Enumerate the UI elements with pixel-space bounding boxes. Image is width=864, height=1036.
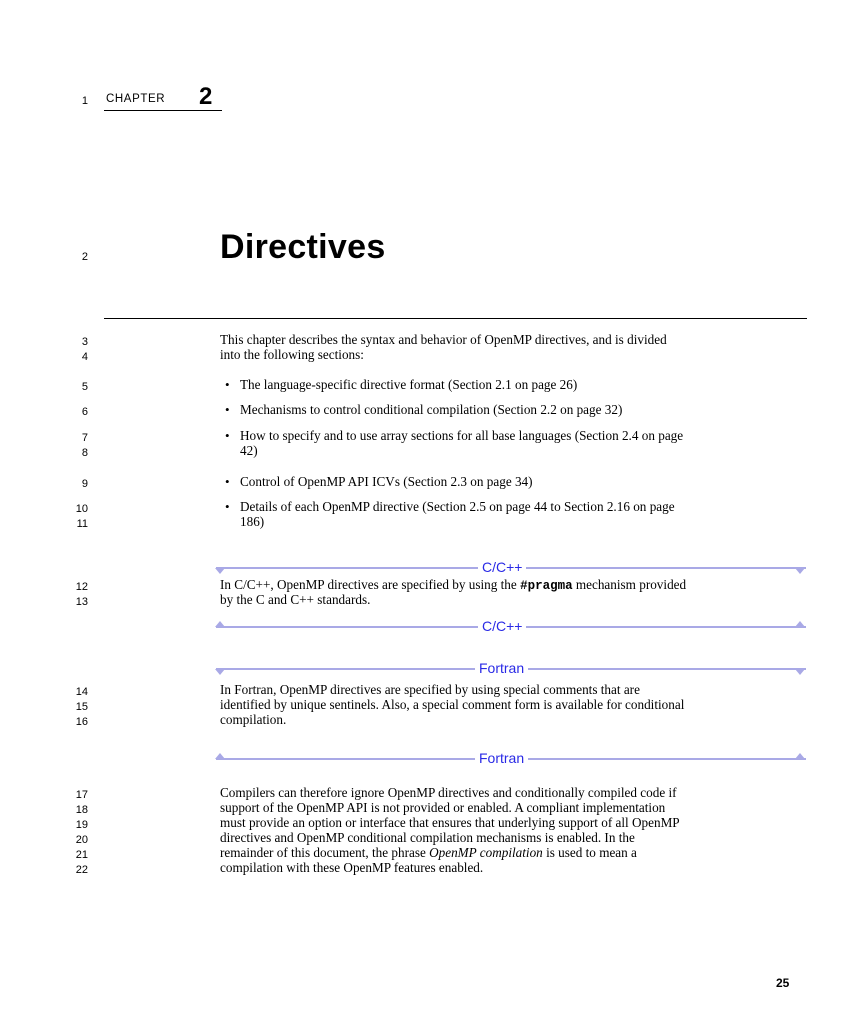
intro-line: This chapter describes the syntax and behavior of OpenMP directives, and is divided [220, 332, 667, 347]
line-number: 3 [81, 336, 88, 348]
line-number: 2 [81, 251, 88, 263]
up-arrow-icon [215, 753, 225, 759]
line-number: 17 [75, 789, 88, 801]
line-number: 10 [75, 503, 88, 515]
intro-line: into the following sections: [220, 347, 364, 362]
chapter-number: 2 [199, 83, 213, 110]
bullet-marker: • [225, 428, 230, 443]
bullet-text: Control of OpenMP API ICVs (Section 2.3 on page 34) [240, 474, 533, 489]
bullet-marker: • [225, 377, 230, 392]
fortran-begin-marker [216, 662, 806, 676]
bullet-text: 186) [240, 514, 265, 529]
closing-line: support of the OpenMP API is not provided or enabled. A compliant implementation [220, 800, 666, 815]
fortran-line: compilation. [220, 712, 287, 727]
bullet-text: The language-specific directive format (Section 2.1 on page 26) [240, 377, 578, 392]
fortran-line: identified by unique sentinels. Also, a special comment form is available for conditional [220, 697, 685, 712]
cpp-end-marker [216, 620, 806, 634]
up-arrow-icon [795, 621, 805, 627]
cpp-begin-marker [216, 561, 806, 575]
emphasis-term: OpenMP compilation [429, 845, 543, 860]
down-arrow-icon [215, 568, 225, 574]
page-title: Directives [220, 228, 386, 266]
line-number: 16 [75, 716, 88, 728]
closing-line [220, 846, 810, 861]
line-number: 13 [75, 596, 88, 608]
chapter-heading [104, 84, 222, 111]
closing-text: remainder of this document, the phrase [220, 845, 430, 860]
up-arrow-icon [795, 753, 805, 759]
bullet-text: How to specify and to use array sections for all base languages (Section 2.4 on page [240, 428, 684, 443]
closing-line: directives and OpenMP conditional compilation mechanisms is enabled. In the [220, 830, 635, 845]
closing-text: is used to mean a [542, 845, 637, 860]
pragma-code: #pragma [520, 579, 573, 593]
down-arrow-icon [795, 568, 805, 574]
cpp-text: mechanism provided [572, 577, 687, 592]
chapter-label: CHAPTER [106, 93, 166, 105]
down-arrow-icon [215, 669, 225, 675]
line-number: 18 [75, 804, 88, 816]
line-number: 6 [81, 406, 88, 418]
bullet-text: 42) [240, 443, 258, 458]
line-number: 12 [75, 581, 88, 593]
bullet-marker: • [225, 474, 230, 489]
fortran-line: In Fortran, OpenMP directives are specified by using special comments that are [220, 682, 640, 697]
line-number: 19 [75, 819, 88, 831]
bullet-text: Mechanisms to control conditional compilation (Section 2.2 on page 32) [240, 402, 623, 417]
down-arrow-icon [795, 669, 805, 675]
line-number: 5 [81, 381, 88, 393]
page-number: 25 [776, 976, 790, 990]
line-number: 8 [81, 447, 88, 459]
up-arrow-icon [215, 621, 225, 627]
cpp-label: C/C++ [478, 559, 526, 575]
cpp-text: In C/C++, OpenMP directives are specified by using the [220, 577, 521, 592]
closing-line: compilation with these OpenMP features enabled. [220, 860, 484, 875]
title-rule [104, 318, 807, 319]
line-number: 20 [75, 834, 88, 846]
closing-line: must provide an option or interface that ensures that underlying support of all OpenMP [220, 815, 680, 830]
bullet-text: Details of each OpenMP directive (Section 2.5 on page 44 to Section 2.16 on page [240, 499, 675, 514]
line-number: 1 [81, 95, 88, 107]
fortran-label: Fortran [475, 750, 528, 766]
line-number: 15 [75, 701, 88, 713]
fortran-label: Fortran [475, 660, 528, 676]
line-number: 21 [75, 849, 88, 861]
line-number: 11 [76, 518, 88, 530]
line-number: 9 [81, 478, 88, 490]
cpp-label: C/C++ [478, 618, 526, 634]
line-number: 22 [75, 864, 88, 876]
bullet-marker: • [225, 499, 230, 514]
closing-line: Compilers can therefore ignore OpenMP directives and conditionally compiled code if [220, 785, 677, 800]
line-number: 14 [75, 686, 88, 698]
fortran-end-marker [216, 752, 806, 766]
line-number: 4 [81, 351, 88, 363]
line-number: 7 [81, 432, 88, 444]
cpp-line: by the C and C++ standards. [220, 592, 371, 607]
bullet-marker: • [225, 402, 230, 417]
